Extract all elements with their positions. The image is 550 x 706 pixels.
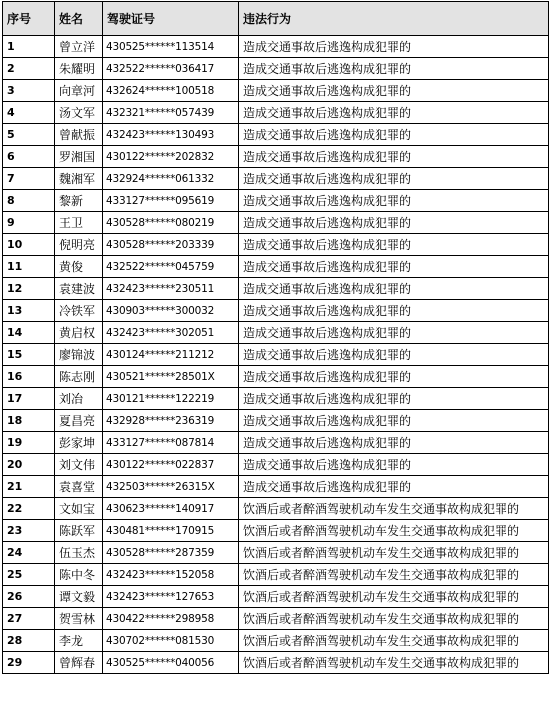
person-name-cell: 谭文毅 <box>55 586 103 608</box>
serial-number-cell: 18 <box>3 410 55 432</box>
table-row <box>3 256 549 278</box>
person-name-cell: 文如宝 <box>55 498 103 520</box>
person-name-cell: 王卫 <box>55 212 103 234</box>
violation-cell: 造成交通事故后逃逸构成犯罪的 <box>239 212 549 234</box>
person-name-cell: 汤文军 <box>55 102 103 124</box>
license-number-cell: 430903******300032 <box>103 300 239 322</box>
table-row <box>3 542 549 564</box>
license-number-cell: 430422******298958 <box>103 608 239 630</box>
person-name-cell: 陈跃军 <box>55 520 103 542</box>
license-number-cell: 432503******26315X <box>103 476 239 498</box>
person-name-cell: 曾辉春 <box>55 652 103 674</box>
table-row <box>3 388 549 410</box>
person-name-cell: 魏湘军 <box>55 168 103 190</box>
serial-number-cell: 26 <box>3 586 55 608</box>
violation-cell: 造成交通事故后逃逸构成犯罪的 <box>239 454 549 476</box>
license-number-cell: 432423******152058 <box>103 564 239 586</box>
person-name-cell: 廖锦波 <box>55 344 103 366</box>
violation-cell: 饮酒后或者醉酒驾驶机动车发生交通事故构成犯罪的 <box>239 608 549 630</box>
license-number-cell: 430525******040056 <box>103 652 239 674</box>
license-number-cell: 432423******130493 <box>103 124 239 146</box>
table-row <box>3 410 549 432</box>
table-row <box>3 36 549 58</box>
license-number-cell: 433127******087814 <box>103 432 239 454</box>
person-name-cell: 陈志刚 <box>55 366 103 388</box>
table-row <box>3 234 549 256</box>
person-name-cell: 贺雪林 <box>55 608 103 630</box>
table-row <box>3 564 549 586</box>
table-row <box>3 146 549 168</box>
serial-number-cell: 7 <box>3 168 55 190</box>
serial-number-cell: 16 <box>3 366 55 388</box>
violation-cell: 饮酒后或者醉酒驾驶机动车发生交通事故构成犯罪的 <box>239 630 549 652</box>
table-row <box>3 278 549 300</box>
table-row <box>3 58 549 80</box>
violation-cell: 造成交通事故后逃逸构成犯罪的 <box>239 36 549 58</box>
header-serial-number: 序号 <box>3 2 55 36</box>
license-number-cell: 430521******28501X <box>103 366 239 388</box>
serial-number-cell: 24 <box>3 542 55 564</box>
license-number-cell: 432321******057439 <box>103 102 239 124</box>
violation-cell: 造成交通事故后逃逸构成犯罪的 <box>239 300 549 322</box>
table-row <box>3 300 549 322</box>
violation-cell: 造成交通事故后逃逸构成犯罪的 <box>239 344 549 366</box>
person-name-cell: 向章河 <box>55 80 103 102</box>
table-header-row <box>3 2 549 36</box>
license-number-cell: 430124******211212 <box>103 344 239 366</box>
header-violation: 违法行为 <box>239 2 549 36</box>
serial-number-cell: 19 <box>3 432 55 454</box>
table-row <box>3 476 549 498</box>
license-number-cell: 430525******113514 <box>103 36 239 58</box>
license-number-cell: 430528******080219 <box>103 212 239 234</box>
license-number-cell: 430528******203339 <box>103 234 239 256</box>
table-row <box>3 652 549 674</box>
table-row <box>3 124 549 146</box>
person-name-cell: 黄俊 <box>55 256 103 278</box>
license-number-cell: 430122******202832 <box>103 146 239 168</box>
header-license-number: 驾驶证号 <box>103 2 239 36</box>
table-row <box>3 102 549 124</box>
violation-cell: 造成交通事故后逃逸构成犯罪的 <box>239 278 549 300</box>
violation-cell: 饮酒后或者醉酒驾驶机动车发生交通事故构成犯罪的 <box>239 652 549 674</box>
serial-number-cell: 2 <box>3 58 55 80</box>
serial-number-cell: 22 <box>3 498 55 520</box>
serial-number-cell: 5 <box>3 124 55 146</box>
person-name-cell: 夏昌亮 <box>55 410 103 432</box>
violation-cell: 造成交通事故后逃逸构成犯罪的 <box>239 366 549 388</box>
serial-number-cell: 6 <box>3 146 55 168</box>
license-number-cell: 430121******122219 <box>103 388 239 410</box>
violation-cell: 饮酒后或者醉酒驾驶机动车发生交通事故构成犯罪的 <box>239 498 549 520</box>
table-row <box>3 366 549 388</box>
violation-cell: 造成交通事故后逃逸构成犯罪的 <box>239 58 549 80</box>
violation-cell: 造成交通事故后逃逸构成犯罪的 <box>239 410 549 432</box>
license-number-cell: 432924******061332 <box>103 168 239 190</box>
serial-number-cell: 21 <box>3 476 55 498</box>
license-number-cell: 432928******236319 <box>103 410 239 432</box>
serial-number-cell: 17 <box>3 388 55 410</box>
person-name-cell: 冷铁军 <box>55 300 103 322</box>
serial-number-cell: 20 <box>3 454 55 476</box>
serial-number-cell: 28 <box>3 630 55 652</box>
license-number-cell: 430122******022837 <box>103 454 239 476</box>
table-row <box>3 212 549 234</box>
table-row <box>3 322 549 344</box>
serial-number-cell: 10 <box>3 234 55 256</box>
serial-number-cell: 27 <box>3 608 55 630</box>
table-row <box>3 432 549 454</box>
serial-number-cell: 13 <box>3 300 55 322</box>
serial-number-cell: 3 <box>3 80 55 102</box>
license-number-cell: 432522******036417 <box>103 58 239 80</box>
license-number-cell: 430623******140917 <box>103 498 239 520</box>
serial-number-cell: 1 <box>3 36 55 58</box>
table-row <box>3 608 549 630</box>
violation-cell: 饮酒后或者醉酒驾驶机动车发生交通事故构成犯罪的 <box>239 564 549 586</box>
table-row <box>3 344 549 366</box>
serial-number-cell: 29 <box>3 652 55 674</box>
violation-cell: 造成交通事故后逃逸构成犯罪的 <box>239 80 549 102</box>
license-number-cell: 432423******230511 <box>103 278 239 300</box>
person-name-cell: 黄启权 <box>55 322 103 344</box>
license-number-cell: 430481******170915 <box>103 520 239 542</box>
violation-cell: 造成交通事故后逃逸构成犯罪的 <box>239 322 549 344</box>
violation-cell: 饮酒后或者醉酒驾驶机动车发生交通事故构成犯罪的 <box>239 586 549 608</box>
license-number-cell: 433127******095619 <box>103 190 239 212</box>
serial-number-cell: 15 <box>3 344 55 366</box>
table-row <box>3 80 549 102</box>
table-row <box>3 498 549 520</box>
person-name-cell: 陈中冬 <box>55 564 103 586</box>
violation-cell: 造成交通事故后逃逸构成犯罪的 <box>239 432 549 454</box>
header-name: 姓名 <box>55 2 103 36</box>
serial-number-cell: 25 <box>3 564 55 586</box>
license-number-cell: 432423******127653 <box>103 586 239 608</box>
person-name-cell: 罗湘国 <box>55 146 103 168</box>
violation-table <box>2 1 549 674</box>
person-name-cell: 伍玉杰 <box>55 542 103 564</box>
serial-number-cell: 23 <box>3 520 55 542</box>
serial-number-cell: 9 <box>3 212 55 234</box>
violation-cell: 饮酒后或者醉酒驾驶机动车发生交通事故构成犯罪的 <box>239 542 549 564</box>
violation-table-container <box>2 1 549 674</box>
person-name-cell: 曾立洋 <box>55 36 103 58</box>
table-row <box>3 190 549 212</box>
serial-number-cell: 12 <box>3 278 55 300</box>
person-name-cell: 彭家坤 <box>55 432 103 454</box>
serial-number-cell: 11 <box>3 256 55 278</box>
violation-cell: 造成交通事故后逃逸构成犯罪的 <box>239 146 549 168</box>
table-row <box>3 630 549 652</box>
violation-cell: 造成交通事故后逃逸构成犯罪的 <box>239 168 549 190</box>
violation-cell: 造成交通事故后逃逸构成犯罪的 <box>239 234 549 256</box>
violation-cell: 饮酒后或者醉酒驾驶机动车发生交通事故构成犯罪的 <box>239 520 549 542</box>
person-name-cell: 袁喜堂 <box>55 476 103 498</box>
table-row <box>3 168 549 190</box>
person-name-cell: 刘文伟 <box>55 454 103 476</box>
table-body <box>3 36 549 674</box>
person-name-cell: 黎新 <box>55 190 103 212</box>
violation-cell: 造成交通事故后逃逸构成犯罪的 <box>239 102 549 124</box>
serial-number-cell: 14 <box>3 322 55 344</box>
violation-cell: 造成交通事故后逃逸构成犯罪的 <box>239 256 549 278</box>
license-number-cell: 432624******100518 <box>103 80 239 102</box>
table-row <box>3 454 549 476</box>
license-number-cell: 432423******302051 <box>103 322 239 344</box>
person-name-cell: 李龙 <box>55 630 103 652</box>
person-name-cell: 曾献振 <box>55 124 103 146</box>
violation-cell: 造成交通事故后逃逸构成犯罪的 <box>239 388 549 410</box>
serial-number-cell: 8 <box>3 190 55 212</box>
violation-cell: 造成交通事故后逃逸构成犯罪的 <box>239 190 549 212</box>
person-name-cell: 倪明亮 <box>55 234 103 256</box>
table-row <box>3 520 549 542</box>
violation-cell: 造成交通事故后逃逸构成犯罪的 <box>239 124 549 146</box>
license-number-cell: 430528******287359 <box>103 542 239 564</box>
license-number-cell: 432522******045759 <box>103 256 239 278</box>
serial-number-cell: 4 <box>3 102 55 124</box>
table-row <box>3 586 549 608</box>
license-number-cell: 430702******081530 <box>103 630 239 652</box>
violation-cell: 造成交通事故后逃逸构成犯罪的 <box>239 476 549 498</box>
person-name-cell: 朱耀明 <box>55 58 103 80</box>
person-name-cell: 刘冶 <box>55 388 103 410</box>
person-name-cell: 袁建波 <box>55 278 103 300</box>
